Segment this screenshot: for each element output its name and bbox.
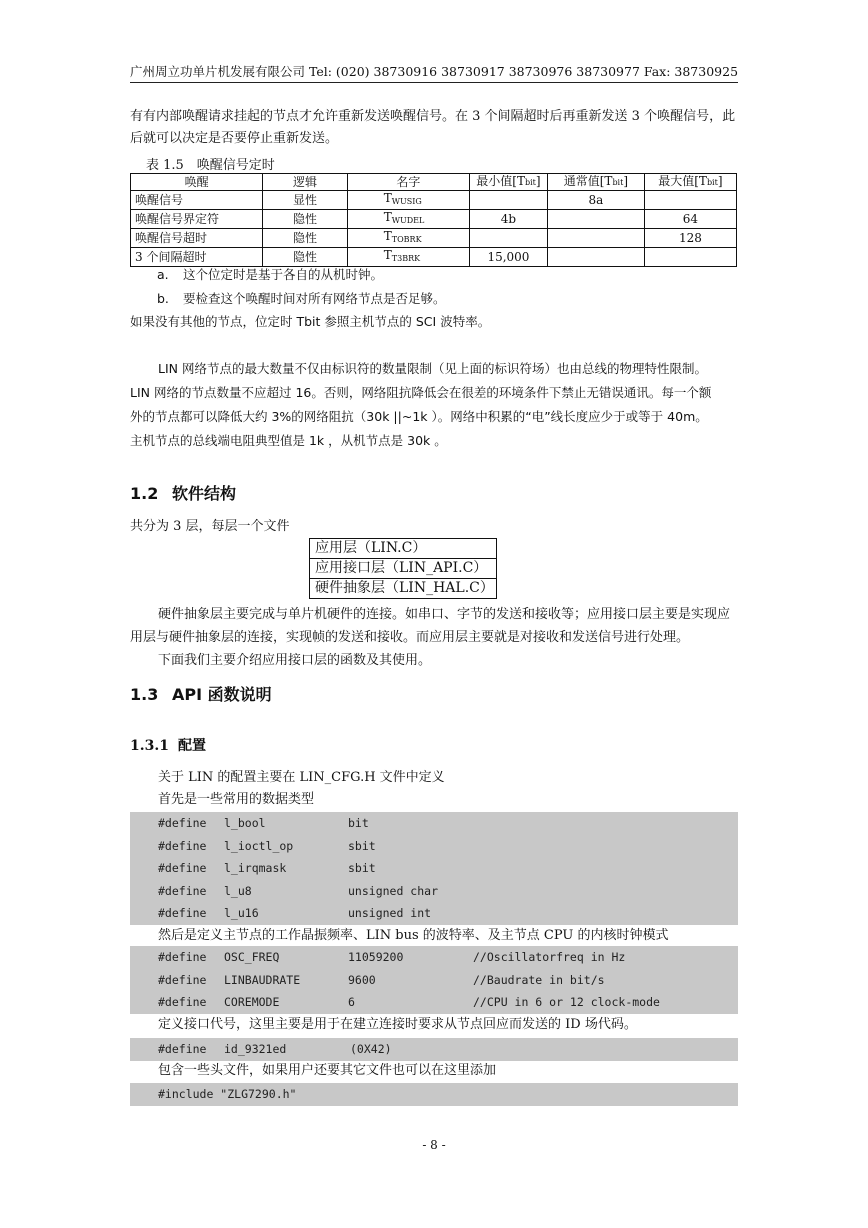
code-line: #define OSC_FREQ 11059200 //Oscillatorfreq in Hz (158, 950, 626, 964)
table-header: 逻辑 (263, 174, 348, 191)
cell-min: 15,000 (469, 248, 547, 267)
table-row (131, 191, 737, 210)
network-line: LIN 网络节点的最大数量不仅由标识符的数量限制（见上面的标识符场）也由总线的物理特性限制。 (158, 361, 707, 376)
cell-symbol: TWUSIG (347, 191, 469, 210)
code-line: #include "ZLG7290.h" (158, 1087, 297, 1101)
cell-typ (547, 248, 644, 267)
intro-paragraph (130, 106, 738, 150)
note-mark: a. (157, 267, 169, 282)
table-caption: 表 1.5 唤醒信号定时 (146, 158, 275, 173)
cell-min (469, 229, 547, 248)
cell-name: 唤醒信号超时 (131, 229, 263, 248)
clock-intro: 然后是定义主节点的工作晶振频率、LIN bus 的波特率、及主节点 CPU 的内核时钟模式 (158, 928, 669, 943)
intro-line: 后就可以决定是否要停止重新发送。 (130, 131, 339, 146)
cell-name: 唤醒信号界定符 (131, 210, 263, 229)
cell-max (644, 191, 736, 210)
cell-logic: 隐性 (263, 210, 348, 229)
cell-logic: 隐性 (263, 229, 348, 248)
cell-symbol: TT3BRK (347, 248, 469, 267)
code-line: #define l_irqmask sbit (158, 861, 376, 876)
structure-line: 硬件抽象层主要完成与单片机硬件的连接。如串口、字节的发送和接收等；应用接口层主要是实现应 (158, 607, 731, 622)
header-sub: bit (524, 178, 536, 187)
table-header-row (131, 174, 737, 191)
code-block-types (130, 812, 738, 925)
network-line: 主机节点的总线端电阻典型值是 1k ，从机节点是 30k 。 (130, 433, 447, 448)
structure-intro: 共分为 3 层，每层一个文件 (130, 519, 290, 534)
section-number: 1.3.1 (130, 738, 169, 754)
section-number: 1.2 (130, 484, 159, 503)
cell-name: 3 个间隔超时 (131, 248, 263, 267)
code-block-clock (130, 946, 738, 1014)
header-text: 最大值[T (658, 174, 707, 188)
cell-min: 4b (469, 210, 547, 229)
section-title: API 函数说明 (172, 685, 272, 704)
header-rule (130, 82, 738, 83)
section-heading-1-2 (130, 481, 236, 504)
header-text: 最小值[T (476, 174, 525, 188)
header-text: 通常值[T (563, 174, 613, 188)
code-line: #define id_9321ed (0X42) (158, 1042, 392, 1056)
code-line: #define l_u16 unsigned int (158, 906, 432, 921)
cell-typ (547, 229, 644, 248)
section-title: 软件结构 (172, 484, 237, 503)
cell-symbol: TTOBRK (347, 229, 469, 248)
id-intro: 定义接口代号，这里主要是用于在建立连接时要求从节点回应而发送的 ID 场代码。 (158, 1017, 637, 1032)
include-intro: 包含一些头文件，如果用户还要其它文件也可以在这里添加 (158, 1063, 497, 1078)
code-line: #define l_bool bit (158, 816, 369, 830)
structure-line: 用层与硬件抽象层的连接，实现帧的发送和接收。而应用层主要就是对接收和发送信号进行处理。 (130, 630, 690, 645)
section-number: 1.3 (130, 685, 159, 704)
table-row (131, 229, 737, 248)
structure-description (130, 603, 738, 672)
section-heading-1-3-1 (130, 735, 206, 755)
code-line: #define l_ioctl_op sbit (158, 838, 376, 853)
table-note (157, 289, 446, 307)
cell-max: 64 (644, 210, 736, 229)
structure-line: 下面我们主要介绍应用接口层的函数及其使用。 (158, 653, 432, 668)
cell-logic: 显性 (263, 191, 348, 210)
code-line: #define COREMODE 6 //CPU in 6 or 12 clock-mode (158, 995, 660, 1010)
config-line: 首先是一些常用的数据类型 (158, 792, 315, 807)
page-number: - 8 - (422, 1138, 446, 1152)
header-close: ] (535, 174, 541, 188)
cell-typ (547, 210, 644, 229)
code-line: #define l_u8 unsigned char (158, 883, 439, 898)
header-close: ] (623, 174, 629, 188)
cell-max (644, 248, 736, 267)
network-paragraph (130, 357, 738, 453)
section-heading-1-3 (130, 682, 272, 705)
wakeup-timing-table (130, 173, 737, 267)
table-note (157, 265, 383, 283)
table-row (131, 248, 737, 267)
table-row (131, 210, 737, 229)
table-header (547, 174, 644, 191)
intro-line: 有有内部唤醒请求挂起的节点才允许重新发送唤醒信号。在 3 个间隔超时后再重新发送 3 个唤醒信号，此 (130, 109, 736, 124)
section-title: 配置 (178, 738, 206, 754)
config-line: 关于 LIN 的配置主要在 LIN_CFG.H 文件中定义 (158, 770, 445, 785)
note-tail: 如果没有其他的节点，位定时 Tbit 参照主机节点的 SCI 波特率。 (130, 314, 491, 329)
code-block-id (130, 1038, 738, 1061)
table-header: 名字 (347, 174, 469, 191)
network-line: LIN 网络的节点数量不应超过 16。否则，网络阻抗降低会在很差的环境条件下禁止无错误通讯。每一个额 (130, 385, 712, 400)
layer-table (309, 538, 497, 599)
header-close: ] (717, 174, 723, 188)
page-header: 广州周立功单片机发展有限公司 Tel: (020) 38730916 38730917 38730976 38730977 Fax: 38730925 (130, 64, 739, 79)
layer-cell: 硬件抽象层（LIN_HAL.C） (310, 579, 497, 599)
note-text: 这个位定时是基于各自的从机时钟。 (183, 267, 384, 282)
cell-logic: 隐性 (263, 248, 348, 267)
code-line: #define LINBAUDRATE 9600 //Baudrate in bit/s (158, 972, 605, 987)
table-header (469, 174, 547, 191)
code-block-include (130, 1083, 738, 1106)
header-sub: bit (706, 178, 718, 187)
layer-cell: 应用层（LIN.C） (310, 539, 497, 559)
note-text: 要检查这个唤醒时间对所有网络节点是否足够。 (183, 291, 446, 306)
header-sub: bit (612, 178, 624, 187)
table-header (644, 174, 736, 191)
layer-cell: 应用接口层（LIN_API.C） (310, 559, 497, 579)
cell-symbol: TWUDEL (347, 210, 469, 229)
config-intro (158, 767, 738, 811)
table-header: 唤醒 (131, 174, 263, 191)
note-mark: b. (157, 291, 169, 306)
network-line: 外的节点都可以降低大约 3%的网络阻抗（30k ||~1k ）。网络中积累的“电”线长度应少于或等于 40m。 (130, 409, 708, 424)
cell-name: 唤醒信号 (131, 191, 263, 210)
cell-min (469, 191, 547, 210)
cell-max: 128 (644, 229, 736, 248)
cell-typ: 8a (547, 191, 644, 210)
